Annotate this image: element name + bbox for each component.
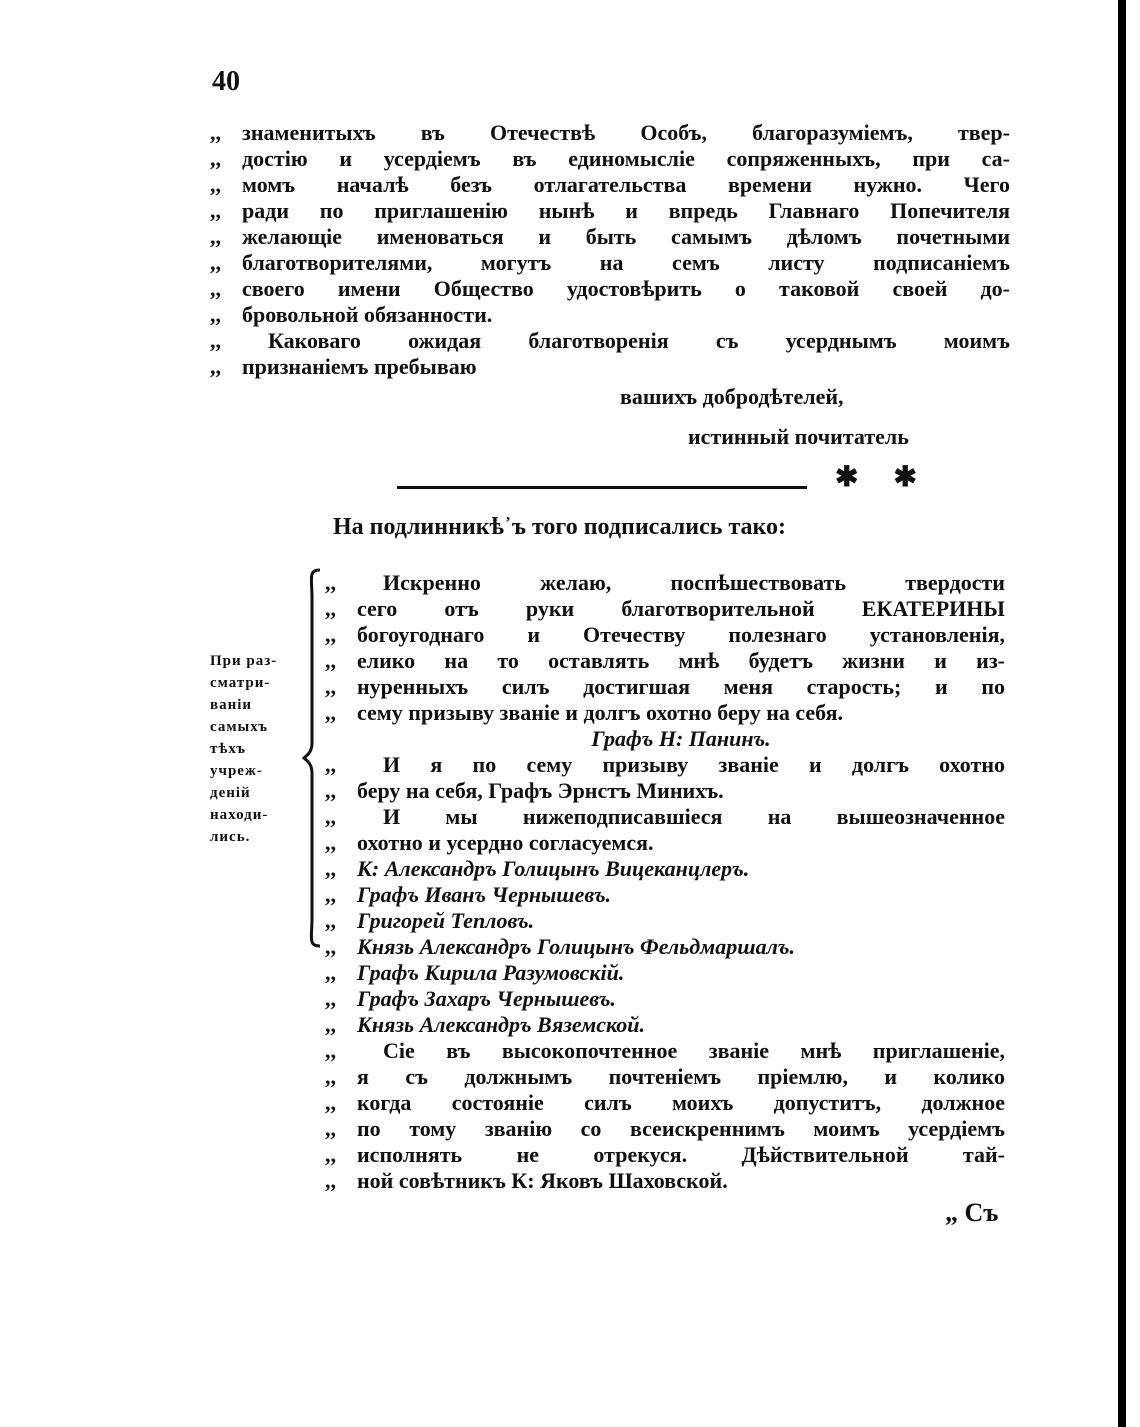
quote-mark: ,, — [325, 1064, 336, 1089]
line-text: своего имени Общество удостовѣрить о таковой своей до- — [242, 276, 1010, 301]
signature-line — [325, 778, 1005, 804]
line-text: Григорей Тепловъ. — [357, 908, 535, 933]
quote-mark: ,, — [325, 596, 336, 621]
letter-line — [210, 146, 1010, 172]
quote-mark: ,, — [325, 1168, 336, 1193]
quote-mark: ,, — [210, 276, 221, 301]
page-number: 40 — [212, 66, 240, 97]
line-text: момъ началѣ безъ отлагательства времени нужно. Чего — [242, 172, 1010, 197]
signature-line — [325, 804, 1005, 830]
quote-mark: ,, — [325, 1090, 336, 1115]
quote-mark: ,, — [210, 172, 221, 197]
signature-line — [325, 1064, 1005, 1090]
signature-line — [325, 674, 1005, 700]
signature-stars: ✱ ✱ — [835, 462, 931, 493]
signature-line — [325, 1090, 1005, 1116]
line-text: по тому званію со всеискреннимъ моимъ усердіемъ — [357, 1116, 1005, 1141]
line-text: Сіе въ высокопочтенное званіе мнѣ приглашеніе, — [383, 1038, 1005, 1063]
signature-line — [325, 986, 1005, 1012]
letter-line — [210, 354, 1010, 380]
section-heading: На подлинникѣ᾽ъ того подписались тако: — [333, 514, 787, 540]
letter-line — [210, 224, 1010, 250]
quote-mark: ,, — [210, 328, 221, 353]
quote-mark: ,, — [210, 354, 221, 379]
line-text: богоугоднаго и Отечеству полезнаго установленія, — [357, 622, 1005, 647]
quote-mark: ,, — [325, 908, 336, 933]
line-text: когда состояніе силъ моихъ допуститъ, должное — [357, 1090, 1005, 1115]
signature-line — [325, 700, 1005, 726]
signature-line — [325, 960, 1005, 986]
signature-line — [325, 1168, 1005, 1194]
quote-mark: ,, — [325, 1038, 336, 1063]
letter-line — [210, 120, 1010, 146]
quote-mark: ,, — [325, 1012, 336, 1037]
signature-line — [325, 596, 1005, 622]
quote-mark: ,, — [325, 622, 336, 647]
signature-line — [325, 882, 1005, 908]
line-text: достію и усердіемъ въ единомысліе сопряженныхъ, при са- — [242, 146, 1010, 171]
signature-line — [325, 1038, 1005, 1064]
quote-mark: ,, — [210, 146, 221, 171]
quote-mark: ,, — [325, 986, 336, 1011]
line-text: ради по приглашенію нынѣ и впредь Главнаго Попечителя — [242, 198, 1010, 223]
line-text: Князь Александръ Вяземской. — [357, 1012, 646, 1037]
margin-note-line: деній — [210, 785, 251, 801]
separator-rule — [397, 486, 807, 489]
signatures-list — [325, 570, 1005, 1194]
quote-mark: ,, — [325, 570, 336, 595]
line-text: знаменитыхъ въ Отечествѣ Особъ, благоразуміемъ, твер- — [242, 120, 1010, 145]
line-text: И я по сему призыву званіе и долгъ охотно — [383, 752, 1005, 777]
letter-text — [210, 120, 1010, 380]
signature-line — [325, 752, 1005, 778]
quote-mark: ,, — [210, 198, 221, 223]
line-text: ной совѣтникъ К: Яковъ Шаховской. — [357, 1168, 728, 1193]
line-text: Графъ Захаръ Чернышевъ. — [357, 986, 616, 1011]
signature-line — [325, 1116, 1005, 1142]
line-text: благотворителями, могутъ на семъ листу подписаніемъ — [242, 250, 1010, 275]
line-text: исполнять не отрекуся. Дѣйствительной тай- — [357, 1142, 1005, 1167]
letter-line — [210, 198, 1010, 224]
line-text: И мы нижеподписавшіеся на вышеозначенное — [383, 804, 1005, 829]
quote-mark: ,, — [325, 856, 336, 881]
signature-line — [325, 908, 1005, 934]
quote-mark: ,, — [325, 752, 336, 777]
page-edge — [1118, 0, 1126, 1427]
line-text: Искренно желаю, поспѣшествовать твердости — [383, 570, 1005, 595]
quote-mark: ,, — [325, 648, 336, 673]
letter-line — [210, 276, 1010, 302]
signature-line — [325, 1012, 1005, 1038]
quote-mark: ,, — [325, 778, 336, 803]
line-text: Каковаго ожидая благотворенія съ усерднымъ моимъ — [268, 328, 1010, 353]
letter-line — [210, 302, 1010, 328]
letter-line — [210, 172, 1010, 198]
quote-mark: ,, — [325, 1116, 336, 1141]
quote-mark: ,, — [210, 250, 221, 275]
catchword: „ Съ — [945, 1198, 999, 1227]
line-text: Графъ Кирила Разумовскій. — [357, 960, 625, 985]
line-text: охотно и усердно согласуемся. — [357, 830, 654, 855]
line-text: признаніемъ пребываю — [242, 354, 477, 379]
margin-note-line: самыхъ — [210, 719, 268, 735]
line-text: К: Александръ Голицынъ Вицеканцлеръ. — [357, 856, 750, 881]
signature-line — [325, 934, 1005, 960]
signature-line — [325, 830, 1005, 856]
line-text: бровольной обязанности. — [242, 302, 493, 327]
letter-line — [210, 328, 1010, 354]
quote-mark: ,, — [325, 934, 336, 959]
quote-mark: ,, — [325, 960, 336, 985]
line-text: сего отъ руки благотворительной ЕКАТЕРИНЫ — [357, 596, 1005, 621]
margin-note-line: находи- — [210, 807, 269, 823]
line-text: Графъ Н: Панинъ. — [591, 726, 771, 751]
quote-mark: ,, — [210, 302, 221, 327]
closing-line-1: вашихъ добродѣтелей, — [620, 384, 844, 409]
signature-line — [325, 570, 1005, 596]
margin-note-line: тѣхъ — [210, 741, 247, 757]
closing-line-2: истинный почитатель — [688, 424, 909, 449]
quote-mark: ,, — [325, 804, 336, 829]
margin-note-line: сматри- — [210, 675, 271, 691]
line-text: Князь Александръ Голицынъ Фельдмаршалъ. — [357, 934, 795, 959]
signature-line — [325, 1142, 1005, 1168]
line-text: сему призыву званіе и долгъ охотно беру на себя. — [357, 700, 844, 725]
margin-note-line: ваніи — [210, 697, 253, 713]
line-text: желающіе именоваться и быть самымъ дѣломъ почетными — [242, 224, 1010, 249]
letter-line — [210, 250, 1010, 276]
line-text: Графъ Иванъ Чернышевъ. — [357, 882, 612, 907]
quote-mark: ,, — [325, 830, 336, 855]
margin-note — [210, 650, 302, 848]
quote-mark: ,, — [325, 882, 336, 907]
quote-mark: ,, — [325, 700, 336, 725]
margin-note-line: учреж- — [210, 763, 263, 779]
line-text: беру на себя, Графъ Эрнстъ Минихъ. — [357, 778, 724, 803]
quote-mark: ,, — [210, 224, 221, 249]
line-text: нуренныхъ силъ достигшая меня старость; и по — [357, 674, 1005, 699]
signature-line — [325, 856, 1005, 882]
line-text: я съ должнымъ почтеніемъ пріемлю, и колико — [357, 1064, 1005, 1089]
signature-line — [325, 622, 1005, 648]
line-text: елико на то оставлять мнѣ будетъ жизни и из- — [357, 648, 1005, 673]
quote-mark: ,, — [325, 1142, 336, 1167]
margin-note-line: При раз- — [210, 653, 278, 669]
quote-mark: ,, — [210, 120, 221, 145]
signature-line — [325, 726, 1005, 752]
curly-brace — [302, 568, 322, 948]
quote-mark: ,, — [325, 674, 336, 699]
margin-note-line: лись. — [210, 829, 251, 845]
signature-line — [325, 648, 1005, 674]
